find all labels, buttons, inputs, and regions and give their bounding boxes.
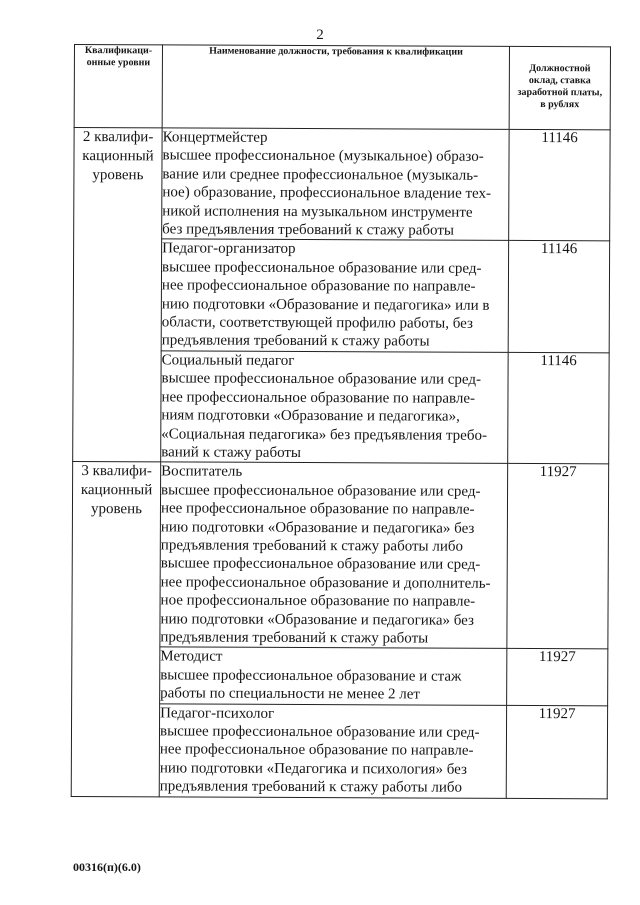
qualification-level <box>73 128 162 463</box>
table-row <box>74 128 610 242</box>
position-requirements-line: нию подготовки «Педагогика и психология» без <box>159 760 467 778</box>
position-requirements-line: предъявления требований к стажу работы <box>161 332 430 351</box>
position-requirements-line: ное) образование, профессиональное владение тех- <box>162 184 492 203</box>
position-requirements-line: высшее профессиональное образование или сред- <box>161 482 481 500</box>
position-requirements-line: высшее профессиональное (музыкальное) образо- <box>162 147 484 166</box>
position-requirements-line: предъявления требований к стажу работы либо <box>160 537 464 555</box>
salary-value: 11927 <box>507 464 609 650</box>
position-requirements-line: нее профессиональное образование по направле- <box>161 277 476 296</box>
table-header-row <box>74 45 610 130</box>
header-salary-line: Должностной <box>529 62 591 75</box>
position-requirements-line: работы по специальности не менее 2 лет <box>160 685 420 703</box>
header-level <box>74 45 162 128</box>
position-requirements-line: высшее профессиональное образование или сред- <box>161 370 482 389</box>
position-requirements-line: нее профессиональное образование по направле- <box>160 500 475 518</box>
position-cell <box>160 462 508 649</box>
qualification-level-line: 2 квалифи- <box>82 129 154 146</box>
header-level-line: Квалификаци- <box>84 45 153 57</box>
table-body <box>71 128 610 799</box>
salary-value: 11927 <box>507 649 608 706</box>
qualification-level-line: кационный <box>80 482 153 499</box>
position-requirements-line: высшее профессиональное образование или сред- <box>159 723 480 741</box>
position-requirements-line: предъявления требований к стажу работы либо <box>159 778 463 796</box>
salary-value: 11146 <box>509 129 610 241</box>
position-requirements-line: нее профессиональное образование по направле- <box>159 741 474 760</box>
header-salary-line: оклад, ставка <box>528 74 591 87</box>
position-requirements-line: области, соответствующей профилю работы, без <box>161 314 473 332</box>
position-requirements-line: высшее профессиональное образование или сред- <box>161 259 482 277</box>
position-cell <box>161 351 508 464</box>
position-requirements-line: вание или среднее профессиональное (музыкаль- <box>162 166 479 184</box>
position-requirements-line: нию подготовки «Образование и педагогика» без <box>160 518 475 537</box>
position-title: Концертмейстер <box>162 129 268 146</box>
position-requirements-line: высшее профессиональное образование или сред- <box>160 555 481 574</box>
header-position <box>162 45 509 130</box>
position-requirements-line: нию подготовки «Образование и педагогика» без <box>160 610 475 629</box>
position-requirements-line: ниям подготовки «Образование и педагогика», <box>161 407 460 425</box>
position-cell <box>162 128 509 241</box>
position-title: Методист <box>160 648 223 666</box>
qualification-level-line: кационный <box>82 148 154 165</box>
position-requirements-line: высшее профессиональное образование и стаж <box>160 667 462 685</box>
salary-value: 11146 <box>508 241 609 353</box>
position-cell <box>160 647 507 705</box>
position-requirements-line: ваний к стажу работы <box>161 444 302 461</box>
salary-value: 11146 <box>508 352 609 464</box>
position-cell <box>161 239 508 352</box>
header-salary-line: заработной платы, <box>517 86 603 99</box>
position-title: Педагог-психолог <box>160 704 275 722</box>
position-title: Воспитатель <box>161 463 243 481</box>
position-title: Социальный педагог <box>161 352 295 369</box>
qualification-level-line: уровень <box>92 167 144 184</box>
position-requirements-line: никой исполнения на музыкальном инструменте <box>162 203 473 221</box>
position-requirements-line: нию подготовки «Образование и педагогика» или в <box>161 296 490 314</box>
qualification-level-line: 3 квалифи- <box>81 463 152 480</box>
position-requirements-line: нее профессиональное образование по направле- <box>161 389 476 407</box>
header-salary-line: в рублях <box>540 99 580 111</box>
position-requirements-line: без предъявления требований к стажу работы <box>162 221 455 239</box>
position-requirements-line: предъявления требований к стажу работы <box>160 629 429 647</box>
qualification-level-line: уровень <box>90 501 143 518</box>
position-requirements-line: «Социальная педагогика» без предъявления требо- <box>161 425 488 444</box>
qualification-level <box>71 462 160 797</box>
salary-value: 11927 <box>506 705 607 798</box>
position-requirements-line: нее профессиональное образование и дополнитель- <box>160 574 491 592</box>
table-row <box>72 462 609 649</box>
position-title: Педагог-организатор <box>162 240 296 258</box>
header-position-line: Наименование должности, требования к квалификации <box>209 45 463 58</box>
page-number: 2 <box>316 27 324 43</box>
position-cell <box>159 703 506 798</box>
position-requirements-line: ное профессиональное образование по направле- <box>160 592 476 610</box>
header-salary <box>509 46 610 129</box>
header-level-line: онные уровни <box>86 57 151 69</box>
document-code: 00316(п)(6.0) <box>73 860 141 874</box>
qualification-table <box>71 44 611 799</box>
